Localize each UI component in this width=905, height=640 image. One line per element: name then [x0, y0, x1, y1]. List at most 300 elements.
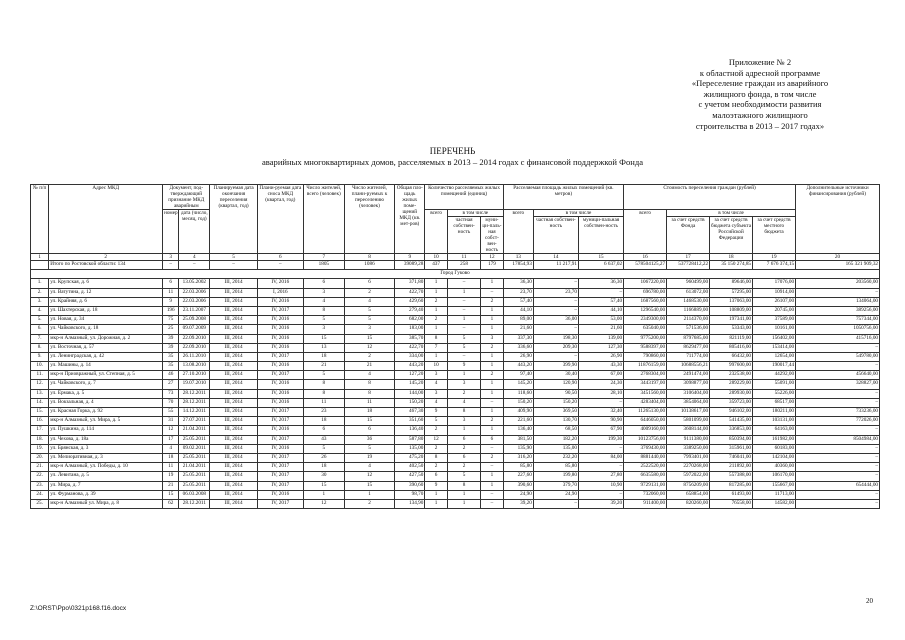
- table-cell: 997600,00: [710, 362, 753, 371]
- column-number-row: [31, 254, 880, 261]
- table-cell: 18: [344, 408, 395, 417]
- table-cell: 658854,00: [667, 490, 710, 499]
- appendix-line: «Переселение граждан из аварийного: [691, 78, 829, 89]
- table-cell: ул. Вокзальная, д. 4: [49, 398, 163, 407]
- total-cell: 6 637,02: [578, 261, 623, 270]
- table-cell: 24,90: [503, 490, 533, 499]
- column-number: 2: [49, 254, 163, 261]
- table-cell: 11.: [31, 371, 49, 380]
- table-cell: 7: [425, 343, 448, 352]
- table-cell: 3: [303, 325, 344, 334]
- table-cell: 389256,00: [796, 306, 880, 315]
- table-cell: IV, 2016: [257, 490, 303, 499]
- column-number: 6: [257, 254, 303, 261]
- table-cell: 5: [344, 306, 395, 315]
- header-cell: муници-пальная собствен-ность: [578, 217, 623, 254]
- table-cell: 139,00: [578, 334, 623, 343]
- table-cell: 23.11.2007: [179, 306, 210, 315]
- table-cell: ул. Фурманова, д. 39: [49, 490, 163, 499]
- table-cell: 4: [425, 398, 448, 407]
- table-cell: 5: [303, 444, 344, 453]
- table-cell: 12: [344, 343, 395, 352]
- header-cell: № п/п: [31, 185, 49, 254]
- table-cell: 8629477,00: [667, 343, 710, 352]
- table-row: [31, 408, 880, 417]
- table-cell: 30: [303, 472, 344, 481]
- table-cell: III, 2014: [210, 316, 257, 325]
- table-row: [31, 481, 880, 490]
- table-cell: 12.: [31, 380, 49, 389]
- column-number: 15: [578, 254, 623, 261]
- table-cell: 5: [344, 316, 395, 325]
- table-cell: 2: [425, 426, 448, 435]
- table-cell: 4009160,00: [624, 426, 667, 435]
- table-cell: 09.02.2011: [179, 444, 210, 453]
- table-cell: 549780,00: [796, 352, 880, 361]
- table-cell: 2: [481, 453, 504, 462]
- table-cell: IV, 2016: [257, 316, 303, 325]
- header-cell: всего: [503, 210, 533, 254]
- table-cell: 8504984,00: [796, 435, 880, 444]
- table-cell: 9: [425, 481, 448, 490]
- table-cell: 39,20: [578, 499, 623, 508]
- table-cell: 1296540,00: [624, 306, 667, 315]
- table-cell: IV, 2017: [257, 435, 303, 444]
- table-cell: 3: [425, 371, 448, 380]
- table-cell: III, 2014: [210, 472, 257, 481]
- table-cell: –: [481, 398, 504, 407]
- table-cell: 106170,00: [753, 472, 796, 481]
- table-cell: –: [447, 306, 480, 315]
- document-title: ПЕРЕЧЕНЬ: [429, 146, 476, 156]
- table-cell: 5: [303, 371, 344, 380]
- table-cell: 16.: [31, 417, 49, 426]
- table-cell: 409,90: [503, 408, 533, 417]
- table-cell: 15.: [31, 408, 49, 417]
- table-cell: 6635580,00: [624, 472, 667, 481]
- table-cell: IV, 2016: [257, 362, 303, 371]
- table-cell: 64163,00: [753, 426, 796, 435]
- table-cell: 6: [481, 435, 504, 444]
- table-cell: 13.: [31, 389, 49, 398]
- table-cell: ул. Мира, д. 7: [49, 481, 163, 490]
- table-cell: 2: [425, 444, 448, 453]
- table-cell: 8: [425, 334, 448, 343]
- table-cell: 399,90: [533, 362, 578, 371]
- table-cell: 227,60: [503, 472, 533, 481]
- table-cell: 9111380,00: [667, 435, 710, 444]
- table-cell: III, 2014: [210, 408, 257, 417]
- column-number: 14: [533, 254, 578, 261]
- table-row: [31, 297, 880, 306]
- table-cell: ул. Машины, д. 14: [49, 362, 163, 371]
- table-cell: 2491474,00: [667, 371, 710, 380]
- table-row: [31, 463, 880, 472]
- table-cell: 127,20: [395, 371, 425, 380]
- table-cell: 7.: [31, 334, 49, 343]
- table-cell: 21,60: [578, 325, 623, 334]
- total-cell: –: [257, 261, 303, 270]
- table-cell: 571536,00: [667, 325, 710, 334]
- table-cell: 9: [447, 362, 480, 371]
- table-cell: 1: [447, 371, 480, 380]
- table-cell: 772026,00: [796, 417, 880, 426]
- table-cell: 44292,00: [753, 371, 796, 380]
- table-cell: 21.: [31, 463, 49, 472]
- table-cell: 385,70: [395, 334, 425, 343]
- total-cell: –: [179, 261, 210, 270]
- table-cell: 76558,00: [710, 499, 753, 508]
- table-cell: IV, 2016: [257, 334, 303, 343]
- table-cell: III, 2014: [210, 435, 257, 444]
- table-cell: 4283404,00: [624, 398, 667, 407]
- table-cell: –: [796, 463, 880, 472]
- total-cell: [31, 261, 49, 270]
- table-cell: –: [447, 297, 480, 306]
- table-row: [31, 288, 880, 297]
- table-cell: ул. Новая, д. 34: [49, 316, 163, 325]
- column-number: 7: [303, 254, 344, 261]
- table-cell: 336,60: [503, 343, 533, 352]
- table-row: [31, 334, 880, 343]
- table-cell: 27.07.2011: [179, 417, 210, 426]
- table-cell: 1: [447, 499, 480, 508]
- table-cell: 12: [163, 426, 179, 435]
- table-row: [31, 398, 880, 407]
- table-cell: 3608144,00: [667, 426, 710, 435]
- table-cell: 183,00: [395, 325, 425, 334]
- table-cell: 2522520,00: [624, 463, 667, 472]
- table-cell: 221,60: [503, 417, 533, 426]
- table-cell: 1: [344, 490, 395, 499]
- table-cell: III, 2014: [210, 444, 257, 453]
- table-cell: III, 2014: [210, 288, 257, 297]
- table-cell: 21: [344, 362, 395, 371]
- table-cell: 36,00: [533, 316, 578, 325]
- table-cell: 2270268,00: [667, 463, 710, 472]
- table-cell: 334,00: [395, 352, 425, 361]
- table-cell: 821119,00: [710, 334, 753, 343]
- table-cell: 3.: [31, 297, 49, 306]
- appendix-line: жилищного фонда, в том числе: [703, 88, 817, 99]
- table-cell: 557388,00: [710, 472, 753, 481]
- table-cell: 28.12.2011: [179, 398, 210, 407]
- table-cell: 134064,00: [796, 297, 880, 306]
- table-cell: –: [447, 325, 480, 334]
- table-cell: 70: [163, 398, 179, 407]
- table-cell: 11: [344, 398, 395, 407]
- table-cell: 960499,00: [667, 279, 710, 288]
- table-cell: IV, 2017: [257, 481, 303, 490]
- table-cell: 379,70: [533, 481, 578, 490]
- table-cell: 328827,00: [796, 380, 880, 389]
- header-cell: за счет средств бюджета субъекта Российской Федерации: [710, 217, 753, 254]
- table-cell: 20745,00: [753, 306, 796, 315]
- table-cell: 2: [425, 297, 448, 306]
- table-cell: 2: [447, 463, 480, 472]
- header-cell: Расселяемая площадь жилых помещений (кв. метров): [503, 185, 623, 210]
- table-cell: 9775200,00: [624, 334, 667, 343]
- table-row: [31, 444, 880, 453]
- table-cell: 4: [447, 398, 480, 407]
- table-cell: IV, 2017: [257, 408, 303, 417]
- table-cell: 12: [344, 472, 395, 481]
- column-number: 5: [210, 254, 257, 261]
- table-cell: 9588397,00: [624, 343, 667, 352]
- total-row: [31, 261, 880, 270]
- table-cell: 5972022,00: [667, 472, 710, 481]
- table-cell: ул. Мелиоративная, д. 3: [49, 453, 163, 462]
- table-cell: 6: [447, 453, 480, 462]
- table-cell: 68,50: [533, 426, 578, 435]
- table-cell: 67,90: [578, 426, 623, 435]
- table-cell: 2: [344, 499, 395, 508]
- table-cell: 90,90: [578, 417, 623, 426]
- table-cell: 1: [481, 408, 504, 417]
- column-number: 13: [503, 254, 533, 261]
- table-cell: 53,00: [578, 316, 623, 325]
- total-cell: –: [210, 261, 257, 270]
- table-cell: –: [796, 444, 880, 453]
- table-cell: 1: [425, 288, 448, 297]
- table-cell: 118,60: [503, 389, 533, 398]
- table-row: [31, 343, 880, 352]
- table-cell: I, 2016: [257, 288, 303, 297]
- table-cell: 13.08.2010: [179, 362, 210, 371]
- table-cell: 757344,00: [796, 316, 880, 325]
- table-cell: 5: [447, 343, 480, 352]
- table-cell: 8: [303, 306, 344, 315]
- table-cell: III, 2014: [210, 325, 257, 334]
- column-number: 19: [753, 254, 796, 261]
- table-cell: 746041,00: [710, 453, 753, 462]
- table-cell: 390,60: [395, 481, 425, 490]
- table-row: [31, 362, 880, 371]
- table-cell: 24,30: [578, 380, 623, 389]
- table-cell: 85,80: [533, 463, 578, 472]
- table-cell: III, 2014: [210, 297, 257, 306]
- table-cell: 443,20: [503, 362, 533, 371]
- table-cell: 161982,00: [753, 435, 796, 444]
- table-cell: 8: [344, 380, 395, 389]
- table-cell: 415716,00: [796, 334, 880, 343]
- table-cell: 1.: [31, 279, 49, 288]
- table-cell: 15: [163, 490, 179, 499]
- table-cell: –: [481, 288, 504, 297]
- table-cell: 4: [344, 297, 395, 306]
- table-cell: –: [578, 288, 623, 297]
- table-cell: 20.: [31, 453, 49, 462]
- table-cell: –: [578, 444, 623, 453]
- table-cell: 1: [425, 352, 448, 361]
- table-cell: 89,00: [503, 316, 533, 325]
- table-cell: 35: [163, 362, 179, 371]
- table-cell: 137063,00: [710, 297, 753, 306]
- table-cell: IV, 2016: [257, 444, 303, 453]
- table-cell: –: [481, 490, 504, 499]
- table-cell: 6: [344, 279, 395, 288]
- table-row: [31, 453, 880, 462]
- table-cell: 26,90: [578, 352, 623, 361]
- table-cell: 73: [163, 389, 179, 398]
- table-cell: 790860,00: [624, 352, 667, 361]
- table-cell: ул. Ватутина, д. 12: [49, 288, 163, 297]
- table-cell: IV, 2016: [257, 297, 303, 306]
- table-cell: 26107,00: [753, 297, 796, 306]
- table-cell: 4: [344, 371, 395, 380]
- column-number: 18: [710, 254, 753, 261]
- table-cell: 44,10: [503, 306, 533, 315]
- table-cell: 156402,00: [753, 334, 796, 343]
- table-cell: 1: [481, 362, 504, 371]
- table-cell: 5.: [31, 316, 49, 325]
- table-cell: ул. Восточная, д. 57: [49, 343, 163, 352]
- table-row: [31, 380, 880, 389]
- table-cell: III, 2014: [210, 362, 257, 371]
- table-cell: 6.: [31, 325, 49, 334]
- table-cell: 2: [481, 417, 504, 426]
- table-cell: 43: [303, 435, 344, 444]
- total-cell: 1805: [303, 261, 344, 270]
- table-cell: 5801099,00: [667, 417, 710, 426]
- table-cell: 8: [425, 453, 448, 462]
- table-cell: 55: [163, 408, 179, 417]
- table-cell: 4: [425, 380, 448, 389]
- table-cell: 28,10: [578, 389, 623, 398]
- table-cell: 12: [303, 499, 344, 508]
- table-cell: 37589,00: [753, 316, 796, 325]
- table-cell: 289229,00: [710, 380, 753, 389]
- table-cell: 23.: [31, 481, 49, 490]
- table-cell: 12: [425, 435, 448, 444]
- table-cell: 11876159,00: [624, 362, 667, 371]
- table-cell: 11: [163, 463, 179, 472]
- table-cell: 145,20: [503, 380, 533, 389]
- table-cell: 911400,00: [624, 499, 667, 508]
- table-cell: 1: [425, 325, 448, 334]
- table-cell: 10688556,21: [667, 362, 710, 371]
- table-cell: 279,40: [395, 306, 425, 315]
- header-cell: в том числе: [667, 210, 796, 217]
- header-cell: Число жителей, плани-руемых к переселению (человек): [344, 185, 395, 254]
- table-cell: 3854064,00: [667, 398, 710, 407]
- table-cell: III, 2014: [210, 398, 257, 407]
- table-cell: 467,30: [395, 408, 425, 417]
- table-cell: 3106404,00: [667, 389, 710, 398]
- table-cell: 2349300,00: [624, 316, 667, 325]
- table-cell: 9.: [31, 352, 49, 361]
- table-cell: 316,20: [503, 453, 533, 462]
- table-cell: 422,70: [395, 343, 425, 352]
- table-cell: 27.10.2010: [179, 371, 210, 380]
- header-cell: Адрес МКД: [49, 185, 163, 254]
- table-cell: 1: [425, 490, 448, 499]
- column-number: 10: [425, 254, 448, 261]
- header-cell: в том числе: [447, 210, 503, 217]
- table-cell: 1166889,00: [667, 306, 710, 315]
- table-cell: 5: [447, 334, 480, 343]
- table-cell: 11713,00: [753, 490, 796, 499]
- total-cell: 258: [447, 261, 480, 270]
- table-row: [31, 306, 880, 315]
- table-row: [31, 371, 880, 380]
- table-cell: III, 2014: [210, 490, 257, 499]
- table-cell: 199,30: [578, 435, 623, 444]
- table-cell: 371,80: [395, 279, 425, 288]
- table-cell: –: [796, 426, 880, 435]
- table-cell: –: [533, 499, 578, 508]
- table-cell: 09.07.2009: [179, 325, 210, 334]
- table-cell: ул. Брянская, д. 3: [49, 444, 163, 453]
- header-cell: Дополнительные источники финансирования (рублей): [796, 185, 880, 254]
- table-cell: 1: [447, 426, 480, 435]
- table-cell: 2: [447, 444, 480, 453]
- table-cell: 14.12.2011: [179, 408, 210, 417]
- table-cell: 1: [447, 288, 480, 297]
- table-cell: III, 2014: [210, 279, 257, 288]
- table-cell: 8.: [31, 343, 49, 352]
- header-cell: Плани-руемая дата сноса МКД (квартал, год): [257, 185, 303, 254]
- table-cell: 103131,00: [753, 417, 796, 426]
- table-cell: 26.11.2010: [179, 352, 210, 361]
- table-cell: –: [578, 463, 623, 472]
- table-cell: 10161,00: [753, 325, 796, 334]
- table-cell: 97,40: [503, 371, 533, 380]
- column-number: 11: [447, 254, 480, 261]
- table-cell: IV, 2017: [257, 352, 303, 361]
- table-cell: –: [533, 306, 578, 315]
- column-number: 8: [344, 254, 395, 261]
- table-cell: 15: [344, 417, 395, 426]
- appendix-line: Приложение № 2: [728, 57, 792, 67]
- table-cell: 19: [344, 453, 395, 462]
- table-cell: 209,30: [533, 343, 578, 352]
- table-cell: 3: [447, 380, 480, 389]
- table-cell: 8: [303, 389, 344, 398]
- table-cell: 8756209,00: [667, 481, 710, 490]
- table-cell: –: [481, 499, 504, 508]
- table-cell: 337,30: [503, 334, 533, 343]
- header-cell: в том числе: [533, 210, 623, 217]
- header-cell: Документ, под-тверждающий признание МКД аварийным: [163, 185, 210, 210]
- table-cell: III, 2014: [210, 417, 257, 426]
- column-number: 16: [624, 254, 667, 261]
- table-cell: 53343,00: [710, 325, 753, 334]
- table-cell: 61493,00: [710, 490, 753, 499]
- table-cell: 1: [447, 490, 480, 499]
- table-cell: IV, 2016: [257, 380, 303, 389]
- table-cell: 90,50: [533, 389, 578, 398]
- table-cell: 144,00: [395, 389, 425, 398]
- table-cell: –: [796, 343, 880, 352]
- table-cell: 390,60: [503, 481, 533, 490]
- table-cell: 5: [447, 472, 480, 481]
- table-cell: 3: [447, 417, 480, 426]
- table-cell: –: [533, 297, 578, 306]
- table-cell: III, 2014: [210, 463, 257, 472]
- table-cell: –: [796, 499, 880, 508]
- table-cell: 21,60: [503, 325, 533, 334]
- table-cell: 57,40: [503, 297, 533, 306]
- table-cell: 18: [163, 453, 179, 462]
- table-cell: 19.: [31, 444, 49, 453]
- table-cell: 25: [163, 325, 179, 334]
- table-cell: 2: [481, 371, 504, 380]
- table-cell: 1: [447, 316, 480, 325]
- table-cell: 359723,00: [710, 398, 753, 407]
- table-cell: 946102,00: [710, 408, 753, 417]
- table-cell: IV, 2016: [257, 279, 303, 288]
